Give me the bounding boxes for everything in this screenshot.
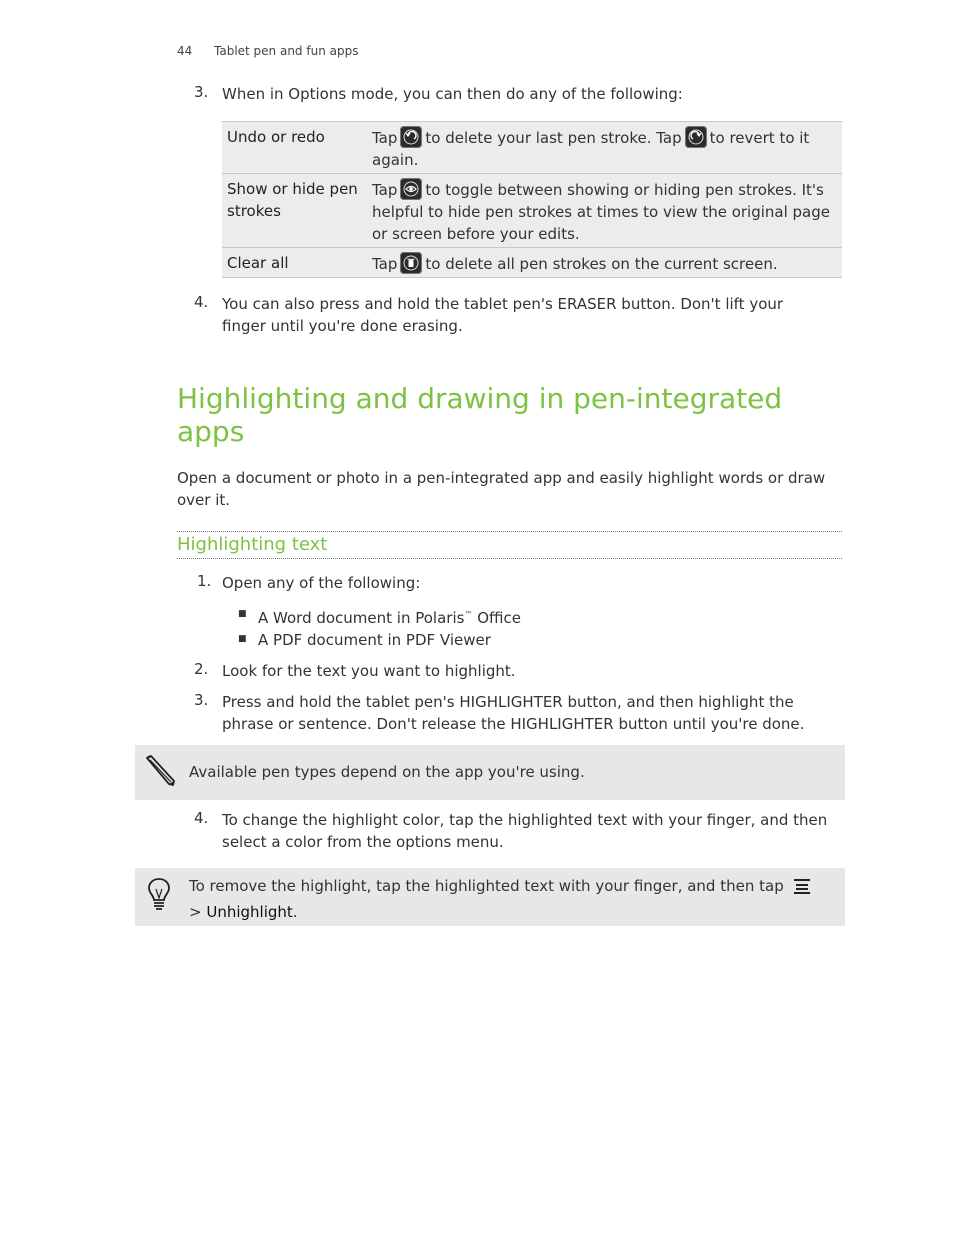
- trash-icon: [400, 252, 422, 274]
- option-description: [367, 122, 842, 174]
- step-number: 3.: [194, 83, 209, 101]
- section-heading: Highlighting and drawing in pen-integrated apps: [177, 382, 783, 448]
- bullet-marker: ■: [238, 609, 247, 619]
- tip-text: [189, 875, 829, 923]
- option-label: Show or hide pen strokes: [222, 174, 367, 248]
- step-text: When in Options mode, you can then do any of the following:: [222, 85, 683, 103]
- eye-icon: [400, 178, 422, 200]
- subheading: Highlighting text: [177, 531, 842, 559]
- option-label: Undo or redo: [222, 122, 367, 174]
- step-number: 1.: [197, 572, 212, 590]
- step-number: 4.: [194, 293, 209, 311]
- desc-text: Tap: [372, 181, 398, 199]
- bullet-marker: ■: [238, 634, 247, 644]
- section-title: Tablet pen and fun apps: [214, 44, 359, 58]
- bullet-text: Office: [472, 609, 522, 627]
- step-number: 2.: [194, 660, 209, 678]
- pencil-icon: [143, 754, 177, 792]
- trademark-symbol: ™: [464, 610, 473, 619]
- option-description: [367, 248, 842, 278]
- menu-icon: [793, 877, 811, 901]
- tip-text-part: To remove the highlight, tap the highlighted text with your finger, and then tap: [189, 877, 784, 895]
- step-text: Look for the text you want to highlight.: [222, 662, 516, 680]
- bullet-text: A Word document in Polaris: [258, 609, 465, 627]
- table-row: [222, 174, 842, 248]
- page-number: 44: [177, 44, 193, 58]
- step-text: You can also press and hold the tablet pen's ERASER button. Don't lift your finger until you're done erasing.: [222, 295, 784, 335]
- table-row: [222, 248, 842, 278]
- option-description: [367, 174, 842, 248]
- note-text: Available pen types depend on the app you're using.: [189, 763, 585, 781]
- option-label: Clear all: [222, 248, 367, 278]
- step-text: Press and hold the tablet pen's HIGHLIGHTER button, and then highlight the phrase or sentence. Don't release the HIGHLIGHTER button until you're done.: [222, 693, 805, 733]
- note-box: [135, 745, 845, 800]
- step-text: Open any of the following:: [222, 574, 421, 592]
- step-number: 4.: [194, 809, 209, 827]
- tip-separator: >: [189, 903, 202, 921]
- list-item: [258, 604, 521, 629]
- desc-text: to revert to it again.: [372, 129, 810, 169]
- intro-paragraph: Open a document or photo in a pen-integrated app and easily highlight words or draw over it.: [177, 469, 826, 509]
- redo-icon: [685, 126, 707, 148]
- page-header: [177, 44, 358, 58]
- step-text: To change the highlight color, tap the highlighted text with your finger, and then select a color from the options menu.: [222, 811, 828, 851]
- options-table: [222, 121, 842, 278]
- lightbulb-icon: [147, 877, 171, 915]
- list-item: A PDF document in PDF Viewer: [258, 631, 491, 649]
- tip-box: [135, 868, 845, 926]
- step-number: 3.: [194, 691, 209, 709]
- desc-text: Tap: [372, 255, 398, 273]
- table-row: [222, 122, 842, 174]
- desc-text: to toggle between showing or hiding pen strokes. It's helpful to hide pen strokes at times to view the original page or screen before your edits.: [372, 181, 830, 243]
- desc-text: to delete all pen strokes on the current screen.: [425, 255, 778, 273]
- undo-icon: [400, 126, 422, 148]
- desc-text: Tap: [372, 129, 398, 147]
- tip-end: .: [292, 903, 298, 921]
- unhighlight-option: Unhighlight: [206, 903, 293, 921]
- desc-text: to delete your last pen stroke. Tap: [425, 129, 682, 147]
